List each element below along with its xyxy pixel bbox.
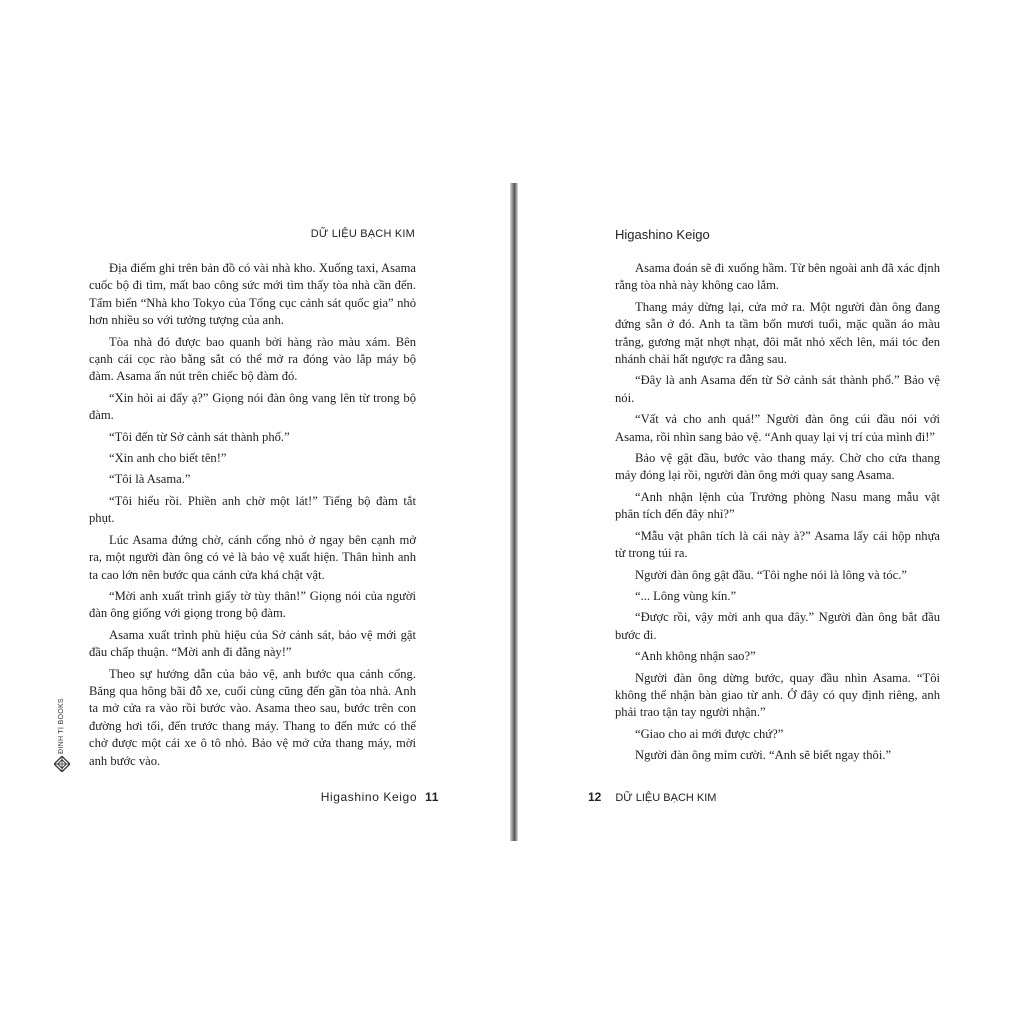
left-page-body — [89, 260, 416, 774]
running-head-author: Higashino Keigo — [615, 227, 710, 242]
right-page-footer — [588, 790, 716, 804]
paragraph: “Tôi hiểu rồi. Phiền anh chờ một lát!” Tiếng bộ đàm tắt phụt. — [89, 493, 416, 526]
paragraph: “Anh nhận lệnh của Trưởng phòng Nasu mang mẫu vật phân tích đến đây nhỉ?” — [615, 489, 940, 522]
paragraph: “Tôi đến từ Sở cảnh sát thành phố.” — [109, 429, 290, 444]
paragraph: Địa điểm ghi trên bản đồ có vài nhà kho. Xuống taxi, Asama cuốc bộ đi tìm, mất bao công sức mới tìm thấy tòa nhà cần đến. Tấm biển “Nhà kho Tokyo của Tổng cục cảnh sát quốc gia” nhỏ hơn nhiều so với tưởng tượng của anh. — [89, 261, 416, 328]
paragraph: Lúc Asama đứng chờ, cánh cổng nhỏ ở ngay bên cạnh mở ra, một người đàn ông có vẻ là bảo vệ xuất hiện. Thân hình anh ta cao lớn nên bước qua cánh cửa khá chật vật. — [89, 532, 416, 582]
paragraph: Người đàn ông dừng bước, quay đầu nhìn Asama. “Tôi không thể nhận bàn giao từ anh. Ở đây có quy định riêng, anh phải trao tận tay người nhận.” — [615, 670, 940, 720]
paragraph: “Xin hỏi ai đấy ạ?” Giọng nói đàn ông vang lên từ trong bộ đàm. — [89, 390, 416, 423]
publisher-diamond-icon — [54, 756, 70, 772]
paragraph: “Anh không nhận sao?” — [635, 649, 756, 664]
book-spine-gutter — [510, 183, 518, 841]
publisher-logo-text: ĐINH TỊ BOOKS — [58, 698, 65, 754]
paragraph: Tòa nhà đó được bao quanh bởi hàng rào màu xám. Bên cạnh cái cọc rào bằng sắt có thể mở ra đóng vào lắp máy bộ đàm. Asama ấn nút trên chiếc bộ đàm đó. — [89, 334, 416, 384]
left-page-footer — [300, 790, 439, 804]
paragraph: “Tôi là Asama.” — [109, 472, 191, 487]
right-page — [518, 0, 1024, 1024]
paragraph: “Vất vả cho anh quá!” Người đàn ông cúi đầu nói với Asama, rồi nhìn sang bảo vệ. “Anh quay lại vị trí của mình đi!” — [615, 412, 940, 444]
paragraph: Theo sự hướng dẫn của bảo vệ, anh bước qua cánh cổng. Băng qua hông bãi đỗ xe, cuối cùng cũng đến gần tòa nhà. Anh ta mở cửa ra vào rồi bước vào. Asama theo sau, bước trên con đường hơi tối, đến trước thang máy. Thang to đến mức có thể chở được một cái xe ô tô nhỏ. Bảo vệ mở cửa thang máy, mời anh bước vào. — [89, 666, 416, 768]
paragraph: “Xin anh cho biết tên!” — [109, 451, 227, 466]
paragraph: “Mẫu vật phân tích là cái này à?” Asama lấy cái hộp nhựa từ trong túi ra. — [615, 528, 940, 561]
footer-book-title: DỮ LIỆU BẠCH KIM — [615, 792, 717, 804]
paragraph: “Được rồi, vậy mời anh qua đây.” Người đàn ông bắt đầu bước đi. — [615, 610, 940, 642]
paragraph: Người đàn ông mỉm cười. “Anh sẽ biết ngay thôi.” — [635, 748, 892, 763]
paragraph: Asama đoán sẽ đi xuống hầm. Từ bên ngoài anh đã xác định rằng tòa nhà này không cao lắm. — [615, 261, 940, 293]
paragraph: “... Lông vùng kín.” — [635, 588, 737, 603]
paragraph: Thang máy dừng lại, cửa mở ra. Một người đàn ông đang đứng sẵn ở đó. Anh ta tầm bốn mươi tuổi, mặc quần áo màu trắng, gương mặt nhợt nhạt, đôi mắt nhỏ xếch lên, mái tóc đen nhánh chải hất ngược ra đằng sau. — [615, 299, 940, 367]
paragraph: “Đây là anh Asama đến từ Sở cảnh sát thành phố.” Bảo vệ nói. — [615, 373, 940, 405]
left-page — [0, 0, 510, 1024]
page-number: 11 — [425, 790, 439, 804]
page-number: 12 — [588, 790, 602, 804]
footer-author: Higashino Keigo — [320, 790, 418, 804]
paragraph: “Mời anh xuất trình giấy tờ tùy thân!” Giọng nói của người đàn ông giống với giọng trong bộ đàm. — [89, 588, 416, 621]
paragraph: Asama xuất trình phù hiệu của Sở cảnh sát, bảo vệ mới gật đầu chấp thuận. “Mời anh đi đằng này!” — [89, 627, 416, 660]
paragraph: Bảo vệ gật đầu, bước vào thang máy. Chờ cho cửa thang máy đóng lại rồi, người đàn ông mới quay sang Asama. — [615, 451, 940, 483]
publisher-logo — [54, 698, 70, 774]
running-head-book-title: DỮ LIỆU BẠCH KIM — [310, 228, 415, 240]
paragraph: “Giao cho ai mới được chứ?” — [635, 726, 784, 741]
paragraph: Người đàn ông gật đầu. “Tôi nghe nói là lông và tóc.” — [635, 567, 907, 582]
right-page-body — [615, 260, 940, 769]
